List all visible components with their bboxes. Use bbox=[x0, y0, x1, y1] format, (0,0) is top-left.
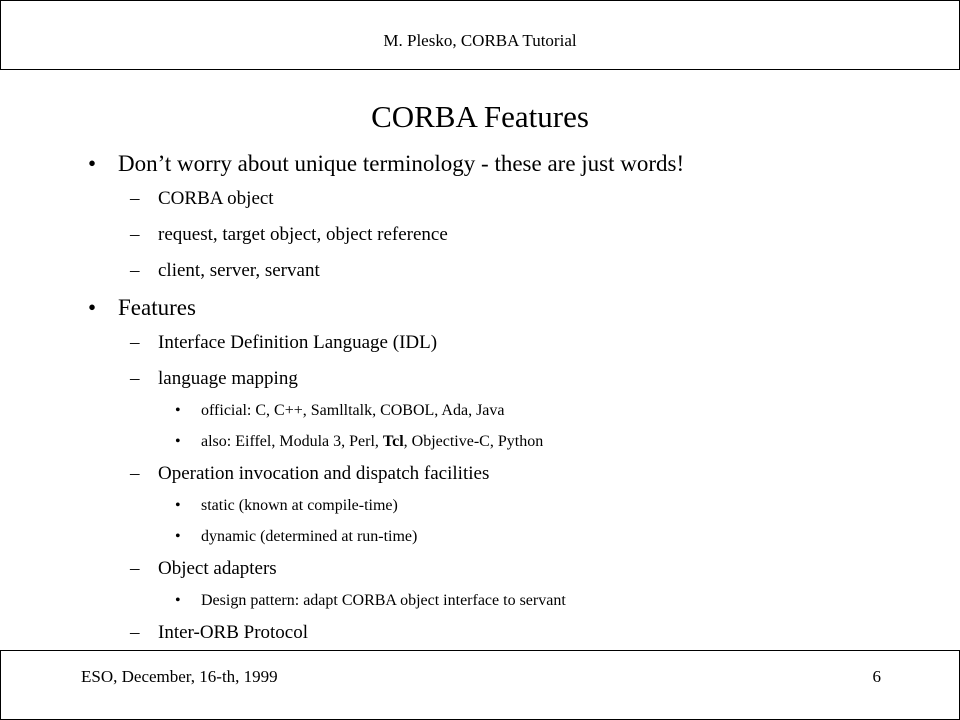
bullet-marker: • bbox=[88, 295, 97, 320]
slide-title: CORBA Features bbox=[371, 99, 589, 134]
dash-marker: – bbox=[130, 558, 140, 579]
subsubbullet-text: Design pattern: adapt CORBA object interface to servant bbox=[201, 592, 566, 609]
dash-marker: – bbox=[130, 368, 140, 389]
subbullet-text: CORBA object bbox=[158, 188, 274, 209]
dash-marker: – bbox=[130, 188, 140, 209]
bullet-text: Don’t worry about unique terminology - these are just words! bbox=[118, 151, 685, 176]
dash-marker: – bbox=[130, 332, 140, 353]
bullet-marker: • bbox=[175, 528, 181, 545]
dash-marker: – bbox=[130, 260, 140, 281]
subbullet-text: Object adapters bbox=[158, 558, 277, 579]
bullet-marker: • bbox=[175, 402, 181, 419]
subsubbullet-text: dynamic (determined at run-time) bbox=[201, 528, 418, 545]
text-part: also: Eiffel, Modula 3, Perl, bbox=[201, 433, 383, 450]
page-number: 6 bbox=[872, 667, 881, 686]
bullet-text: Features bbox=[118, 295, 196, 320]
subbullet-text: request, target object, object reference bbox=[158, 224, 448, 245]
dash-marker: – bbox=[130, 622, 140, 643]
subbullet-text: Interface Definition Language (IDL) bbox=[158, 332, 438, 353]
slide-footer bbox=[0, 650, 960, 720]
bullet-marker: • bbox=[175, 433, 181, 450]
header-text: M. Plesko, CORBA Tutorial bbox=[383, 31, 577, 50]
subsubbullet-text: official: C, C++, Samlltalk, COBOL, Ada, Java bbox=[201, 402, 505, 419]
subsubbullet-text bbox=[201, 432, 543, 452]
bullet-marker: • bbox=[88, 151, 97, 176]
dash-marker: – bbox=[130, 224, 140, 245]
bullet-marker: • bbox=[175, 497, 181, 514]
text-part: , Objective-C, Python bbox=[403, 433, 544, 450]
subbullet-text: client, server, servant bbox=[158, 260, 320, 281]
bold-text-tcl: Tcl bbox=[382, 433, 404, 450]
bullet-marker: • bbox=[175, 592, 181, 609]
slide-header bbox=[0, 0, 960, 70]
subbullet-text: Inter-ORB Protocol bbox=[158, 622, 309, 643]
subbullet-text: language mapping bbox=[158, 368, 298, 389]
footer-date: ESO, December, 16-th, 1999 bbox=[81, 667, 278, 686]
subbullet-text: Operation invocation and dispatch facilities bbox=[158, 463, 490, 484]
dash-marker: – bbox=[130, 463, 140, 484]
subsubbullet-text: static (known at compile-time) bbox=[201, 497, 398, 514]
